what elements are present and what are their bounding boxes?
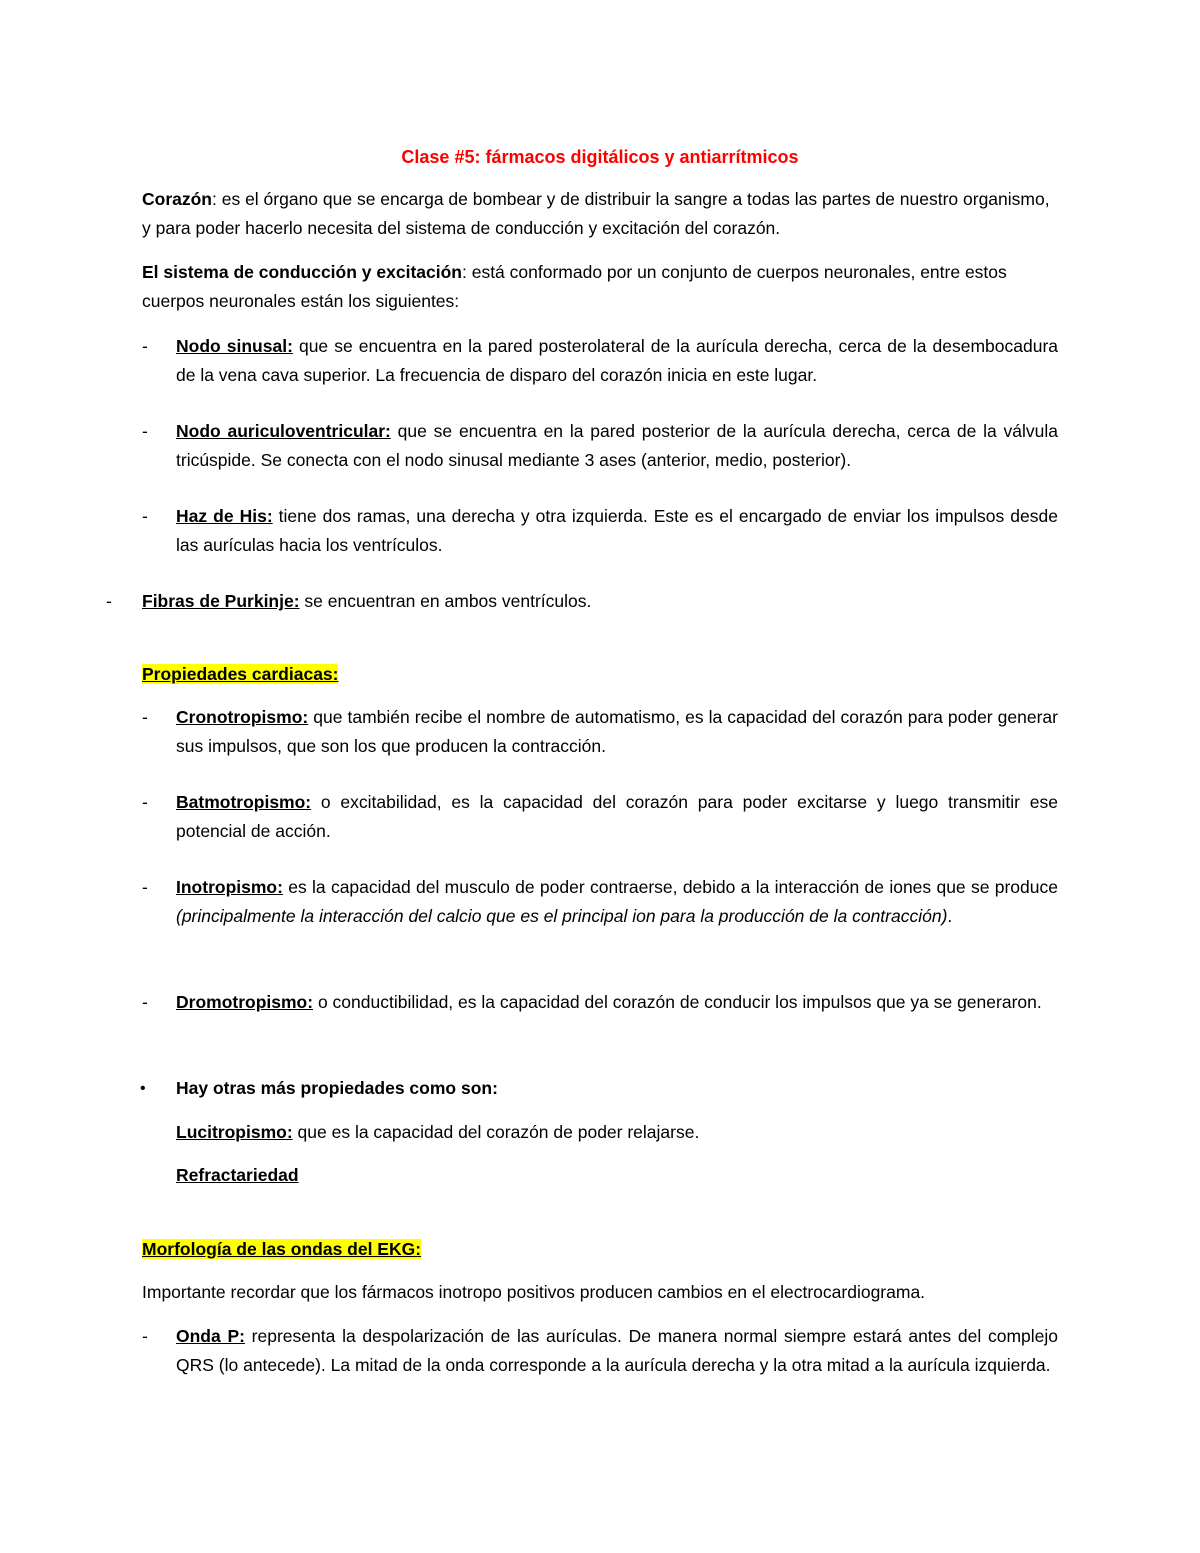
list-item-lucitropismo (176, 1118, 1058, 1147)
item-text: que se encuentra en la pared posterolateral de la aurícula derecha, cerca de la desembocadura de la vena cava superior. La frecuencia de disparo del corazón inicia en este lugar. (176, 336, 1059, 385)
item-text: o excitabilidad, es la capacidad del corazón para poder excitarse y luego transmitir ese potencial de acción. (176, 792, 1058, 841)
item-term: Dromotropismo: (176, 992, 314, 1012)
list-item-cronotropismo (176, 703, 1058, 761)
item-tail: . (947, 906, 953, 926)
item-term: Batmotropismo: (176, 792, 312, 812)
lead-text: Hay otras más propiedades como son: (176, 1078, 498, 1098)
system-text: : está conformado por un conjunto de cuerpos neuronales, entre estos cuerpos neuronales están los siguientes: (142, 262, 1007, 311)
item-term: Refractariedad (176, 1165, 299, 1185)
item-term: Cronotropismo: (176, 707, 309, 727)
list-dash: - (106, 591, 112, 611)
system-paragraph (142, 258, 1058, 316)
other-properties-lead (176, 1074, 1058, 1103)
properties-heading (142, 660, 1058, 689)
item-italic: (principalmente la interacción del calcio que es el principal ion para la producción de la contracción) (176, 906, 948, 926)
list-item-dromotropismo (176, 988, 1058, 1017)
item-term: Nodo auriculoventricular: (176, 421, 391, 441)
list-item-haz-de-his (176, 502, 1058, 560)
intro-paragraph (142, 185, 1058, 243)
list-item-onda-p (176, 1322, 1058, 1380)
properties-heading-text: Propiedades cardiacas: (142, 664, 339, 684)
item-text: que es la capacidad del corazón de poder relajarse. (292, 1122, 700, 1142)
list-item-inotropismo (176, 873, 1058, 931)
list-item-refractariedad (176, 1161, 1058, 1190)
list-dash: - (142, 1326, 148, 1346)
item-text: o conductibilidad, es la capacidad del corazón de conducir los impulsos que ya se generaron. (313, 992, 1042, 1012)
list-dash: - (142, 792, 148, 812)
intro-text: : es el órgano que se encarga de bombear y de distribuir la sangre a todas las partes de nuestro organismo, y para poder hacerlo necesita del sistema de conducción y excitación del corazón. (142, 189, 1050, 238)
list-dash: - (142, 707, 148, 727)
item-term: Lucitropismo: (176, 1122, 293, 1142)
item-text: tiene dos ramas, una derecha y otra izquierda. Este es el encargado de enviar los impulsos desde las aurículas hacia los ventrículos. (176, 506, 1058, 555)
list-item-nodo-sinusal (176, 332, 1058, 390)
list-dash: - (142, 336, 148, 356)
list-item-purkinje (142, 587, 1058, 616)
item-term: Haz de His: (176, 506, 273, 526)
item-term: Nodo sinusal: (176, 336, 293, 356)
item-text: representa la despolarización de las aurículas. De manera normal siempre estará antes del complejo QRS (lo antecede). La mitad de la onda corresponde a la aurícula derecha y la otra mitad a la aurícula izquierda. (176, 1326, 1058, 1375)
list-dash: - (142, 506, 148, 526)
list-dash: - (142, 877, 148, 897)
item-text: que también recibe el nombre de automatismo, es la capacidad del corazón para poder generar sus impulsos, que son los que producen la contracción. (176, 707, 1058, 756)
item-term: Fibras de Purkinje: (142, 591, 300, 611)
ekg-intro: Importante recordar que los fármacos inotropo positivos producen cambios en el electrocardiograma. (142, 1282, 926, 1302)
intro-term: Corazón (142, 189, 212, 209)
item-text: es la capacidad del musculo de poder contraerse, debido a la interacción de iones que se produce (282, 877, 1058, 897)
list-item-nodo-av (176, 417, 1058, 475)
list-dash: - (142, 421, 148, 441)
item-text: se encuentran en ambos ventrículos. (299, 591, 592, 611)
ekg-heading-text: Morfología de las ondas del EKG: (142, 1239, 422, 1259)
item-term: Onda P: (176, 1326, 245, 1346)
list-item-batmotropismo (176, 788, 1058, 846)
list-dash: - (142, 992, 148, 1012)
document-title: Clase #5: fármacos digitálicos y antiarrítmicos (401, 147, 799, 167)
system-term: El sistema de conducción y excitación (142, 262, 462, 282)
item-term: Inotropismo: (176, 877, 283, 897)
ekg-heading (142, 1235, 1058, 1264)
item-text: que se encuentra en la pared posterior de la aurícula derecha, cerca de la válvula tricúspide. Se conecta con el nodo sinusal mediante 3 ases (anterior, medio, posterior). (176, 421, 1058, 470)
bullet-icon: • (140, 1080, 146, 1097)
